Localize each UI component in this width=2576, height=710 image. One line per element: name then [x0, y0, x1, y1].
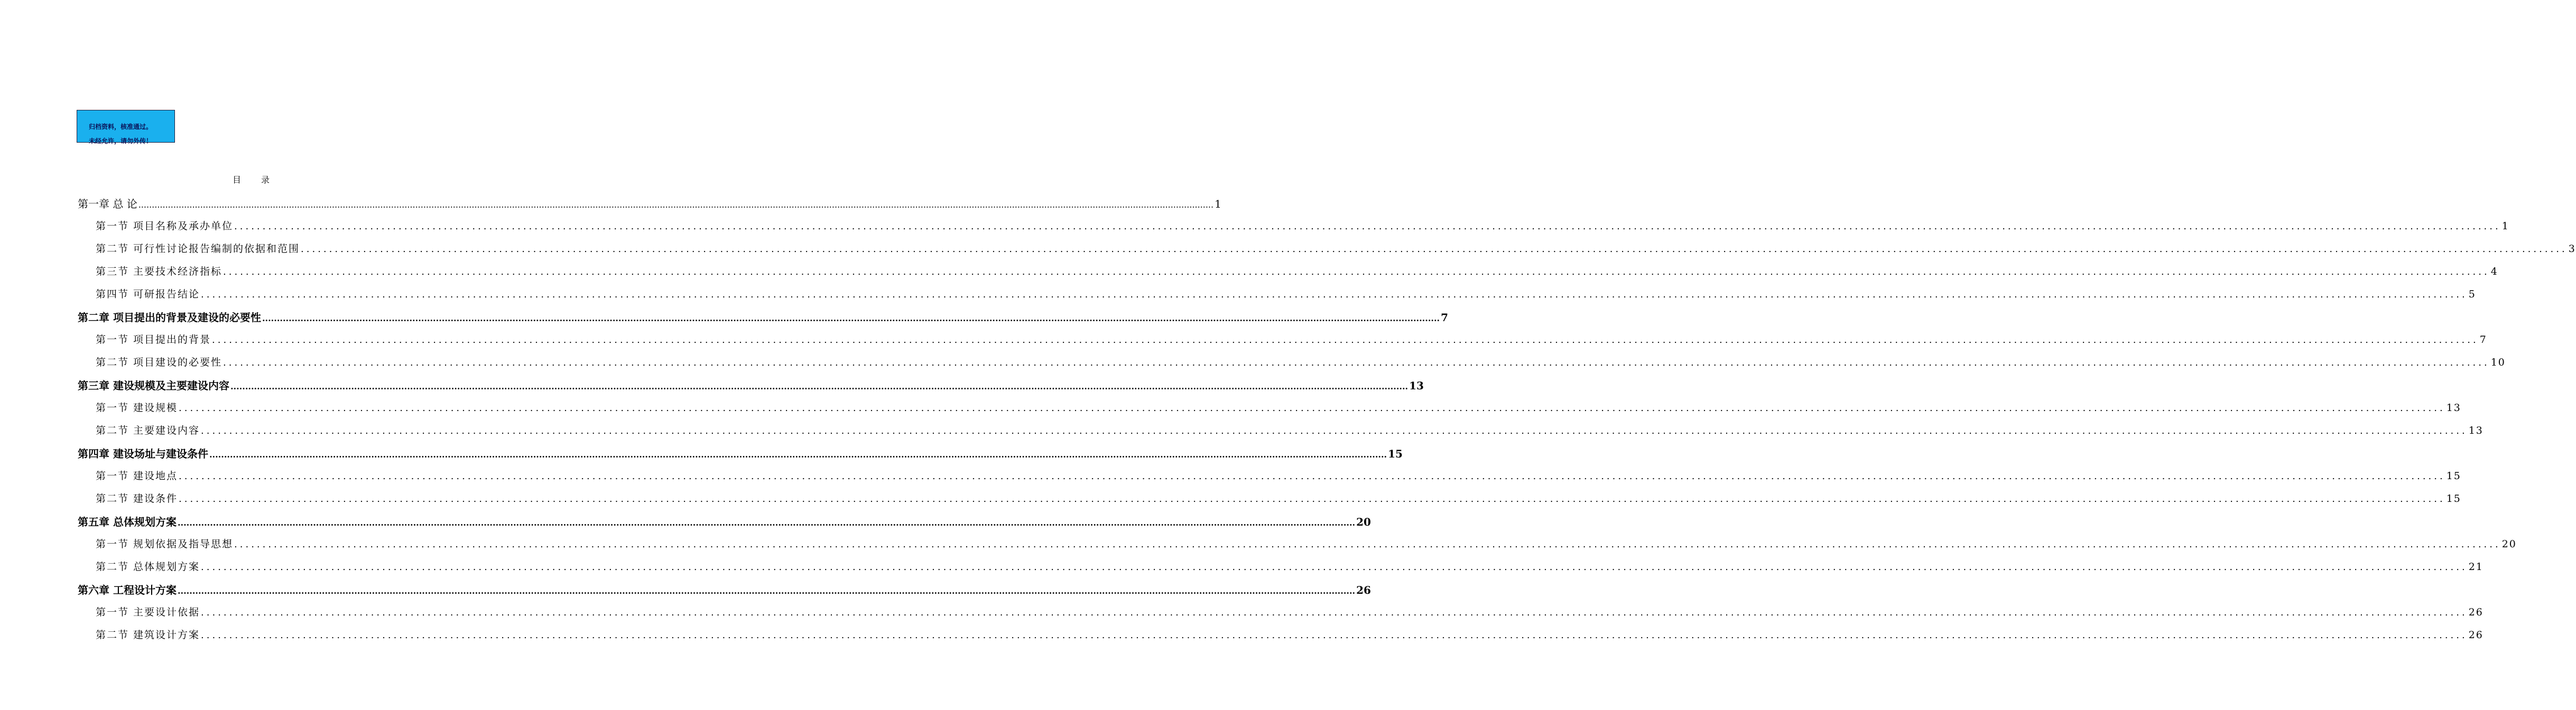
- toc-entry-page: 26: [2468, 606, 2484, 618]
- toc-entry[interactable]: [96, 604, 2484, 619]
- toc-entry[interactable]: [96, 241, 2576, 255]
- toc-entry[interactable]: [78, 377, 1424, 393]
- toc-dot-leader: ................................................................................................................................................................................................................................................................................................................................................................................................................: [201, 562, 2468, 573]
- toc-entry[interactable]: [78, 582, 1371, 597]
- toc-entry-page: 13: [2446, 402, 2461, 414]
- toc-dot-leader: ................................................................................................................................................................................................................................................................................................................................................................................................................: [177, 586, 1356, 596]
- toc-entry-page: 13: [2468, 425, 2484, 436]
- toc-entry-label: 第一节 项目提出的背景: [96, 334, 211, 345]
- toc-title-part-2: 录: [261, 175, 270, 185]
- archive-stamp: [77, 110, 175, 143]
- toc-entry-label: 第六章 工程设计方案: [78, 584, 177, 596]
- toc-dot-leader: ................................................................................................................................................................................................................................................................................................................................................................................................................: [179, 403, 2445, 414]
- toc-entry[interactable]: [78, 195, 1221, 211]
- toc-entry-page: 26: [1356, 584, 1371, 596]
- toc-dot-leader: ................................................................................................................................................................................................................................................................................................................................................................................................................: [223, 266, 2490, 277]
- toc-entry[interactable]: [96, 627, 2484, 641]
- toc-entry-label: 第四章 建设场址与建设条件: [78, 447, 208, 460]
- toc-entry[interactable]: [96, 559, 2484, 573]
- toc-entry-label: 第一节 建设规模: [96, 402, 178, 414]
- toc-entry-label: 第二节 建筑设计方案: [96, 629, 200, 641]
- toc-dot-leader: ................................................................................................................................................................................................................................................................................................................................................................................................................: [212, 334, 2479, 345]
- toc-entry[interactable]: [78, 309, 1449, 324]
- toc-dot-leader: ................................................................................................................................................................................................................................................................................................................................................................................................................: [234, 539, 2501, 550]
- toc-entry-page: 4: [2490, 266, 2498, 277]
- toc-entry[interactable]: [96, 264, 2498, 278]
- toc-entry-label: 第二节 建设条件: [96, 493, 178, 505]
- toc-entry-page: 15: [2446, 470, 2461, 482]
- toc-entry[interactable]: [96, 286, 2476, 301]
- toc-entry-page: 26: [2468, 629, 2484, 641]
- toc-entry-page: 5: [2468, 288, 2476, 300]
- toc-entry-label: 第四节 可研报告结论: [96, 288, 200, 300]
- toc-entry-page: 7: [2479, 334, 2487, 345]
- toc-dot-leader: ................................................................................................................................................................................................................................................................................................................................................................................................................: [201, 425, 2468, 436]
- toc-entry-label: 第三节 主要技术经济指标: [96, 266, 223, 277]
- toc-entry-page: 3: [2568, 243, 2576, 255]
- stamp-line-1: 归档资料，核准通过。: [89, 123, 153, 130]
- toc-dot-leader: ................................................................................................................................................................................................................................................................................................................................................................................................................: [177, 518, 1356, 528]
- toc-entry-label: 第一节 规划依据及指导思想: [96, 538, 234, 550]
- toc-entry-page: 1: [2501, 220, 2509, 232]
- toc-entry-page: 15: [2446, 493, 2461, 505]
- toc-entry-label: 第五章 总体规划方案: [78, 516, 177, 528]
- toc-entry-page: 21: [2468, 561, 2484, 573]
- toc-entry-label: 第一节 项目名称及承办单位: [96, 220, 234, 232]
- toc-dot-leader: ................................................................................................................................................................................................................................................................................................................................................................................................................: [262, 313, 1440, 323]
- toc-dot-leader: ................................................................................................................................................................................................................................................................................................................................................................................................................: [179, 471, 2445, 482]
- toc-title-part-1: 目: [232, 175, 241, 185]
- toc-dot-leader: ................................................................................................................................................................................................................................................................................................................................................................................................................: [209, 450, 1387, 460]
- stamp-line-2: 未经允许，请勿外传！: [89, 137, 153, 145]
- toc-dot-leader: ................................................................................................................................................................................................................................................................................................................................................................................................................: [179, 493, 2445, 505]
- toc-entry[interactable]: [96, 400, 2461, 414]
- toc-entry-label: 第三章 建设规模及主要建设内容: [78, 379, 229, 392]
- toc-entry-label: 第二节 主要建设内容: [96, 425, 200, 436]
- toc-entry-label: 第二节 总体规划方案: [96, 561, 200, 573]
- toc-dot-leader: ................................................................................................................................................................................................................................................................................................................................................................................................................: [234, 221, 2501, 232]
- toc-dot-leader: ................................................................................................................................................................................................................................................................................................................................................................................................................: [223, 357, 2490, 368]
- toc-entry-page: 20: [2501, 538, 2517, 550]
- toc-entry-page: 20: [1356, 516, 1371, 528]
- toc-entry-page: 13: [1409, 379, 1424, 392]
- toc-entry-page: 7: [1441, 311, 1449, 324]
- toc-entry-label: 第二章 项目提出的背景及建设的必要性: [78, 311, 261, 324]
- toc-entry-label: 第二节 项目建设的必要性: [96, 357, 223, 368]
- toc-entry-page: 1: [1215, 198, 1221, 210]
- toc-dot-leader: ................................................................................................................................................................................................................................................................................................................................................................................................................: [201, 607, 2468, 618]
- toc-dot-leader: ................................................................................................................................................................................................................................................................................................................................................................................................................: [201, 630, 2468, 641]
- toc-entry-label: 第一章 总 论: [78, 198, 137, 210]
- toc-entry[interactable]: [96, 536, 2517, 550]
- toc-title: [0, 173, 502, 185]
- toc-dot-leader: ................................................................................................................................................................................................................................................................................................................................................................................................................: [138, 200, 1214, 210]
- toc-entry-label: 第二节 可行性讨论报告编制的依据和范围: [96, 243, 300, 255]
- toc-dot-leader: ................................................................................................................................................................................................................................................................................................................................................................................................................: [201, 289, 2468, 300]
- toc-entry[interactable]: [96, 218, 2509, 232]
- toc-entry-page: 10: [2490, 357, 2506, 368]
- toc-dot-leader: ................................................................................................................................................................................................................................................................................................................................................................................................................: [301, 244, 2568, 255]
- toc-entry[interactable]: [96, 423, 2484, 437]
- toc-entry-page: 15: [1388, 447, 1403, 460]
- toc-entry[interactable]: [96, 468, 2461, 482]
- toc-entry-label: 第一节 主要设计依据: [96, 606, 200, 618]
- toc-entry[interactable]: [96, 332, 2487, 346]
- toc-entry[interactable]: [78, 445, 1403, 461]
- toc-entry-label: 第一节 建设地点: [96, 470, 178, 482]
- toc-entry[interactable]: [96, 354, 2506, 369]
- toc-dot-leader: ................................................................................................................................................................................................................................................................................................................................................................................................................: [230, 381, 1409, 391]
- toc-entry[interactable]: [96, 491, 2461, 505]
- toc-entry[interactable]: [78, 513, 1371, 529]
